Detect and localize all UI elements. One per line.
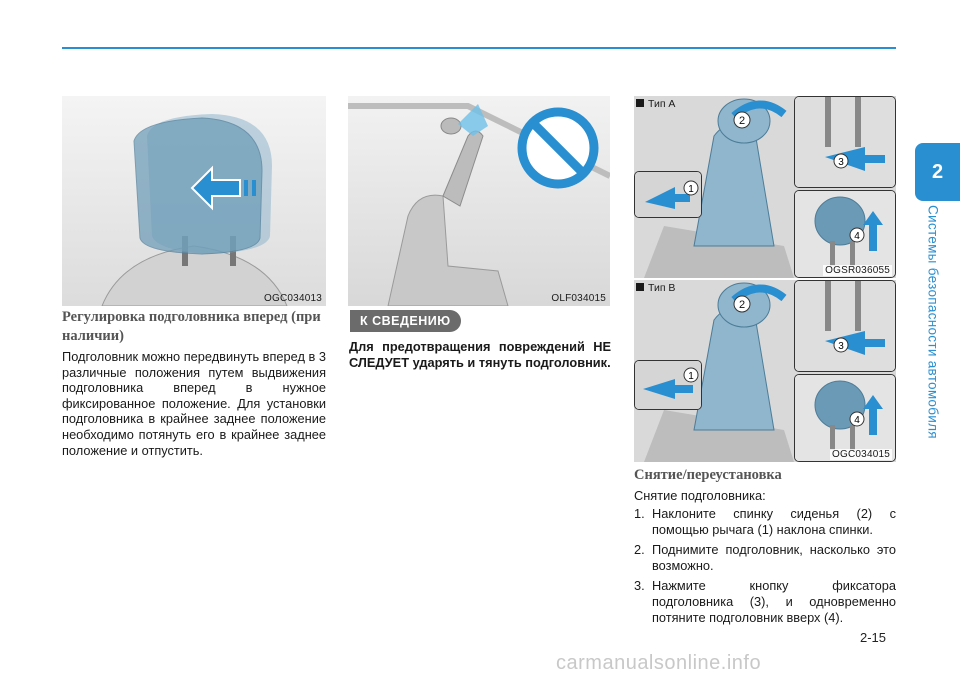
figure-headrest-forward (62, 96, 326, 306)
chapter-tab: 2 (915, 143, 960, 201)
header-rule (62, 47, 896, 49)
svg-text:1: 1 (688, 184, 694, 195)
section-title-removal: Снятие/переустановка (634, 467, 782, 483)
svg-text:4: 4 (854, 415, 860, 426)
section-body-forward: Подголовник можно передвинуть вперед в 3 различные положения путем выдвижения подголовника вперед в нужное фиксированное положение. Для установки подголовника в крайнее заднее положение необходимо потянуть его в крайнее заднее положение и отпустить. (62, 349, 326, 458)
page-number: 2-15 (860, 630, 887, 645)
figure-code: OGSR036055 (825, 265, 890, 276)
notice-text: Для предотвращения повреждений НЕ СЛЕДУЕТ ударять и тянуть подголовник. (349, 339, 611, 370)
bullet-square-icon (636, 99, 644, 107)
type-a-label-text: Тип A (648, 98, 676, 110)
type-b-label-text: Тип B (648, 282, 676, 294)
step-text: Поднимите подголовник, насколько это возможно. (652, 542, 896, 573)
figure-type-a (634, 96, 896, 278)
svg-text:3: 3 (838, 157, 844, 168)
watermark: carmanualsonline.info (556, 652, 762, 674)
list-item (634, 578, 896, 625)
figure-code: OGC034013 (264, 293, 322, 304)
removal-steps (634, 506, 896, 630)
bullet-square-icon (636, 283, 644, 291)
headrest-illustration (62, 96, 326, 306)
chapter-title (918, 205, 948, 475)
step-text: Нажмите кнопку фиксатора подголовника (3), и одновременно потяните подголовник вверх (4). (652, 578, 896, 625)
step-text: Наклоните спинку сиденья (2) с помощью рычага (1) наклона спинки. (652, 506, 896, 537)
type-a-label (636, 98, 675, 110)
removal-intro: Снятие подголовника: (634, 488, 766, 503)
callout-2: 2 (738, 115, 746, 127)
list-item (634, 542, 896, 573)
step-number: 2. (634, 542, 645, 558)
inset-lock-button-b (794, 280, 896, 372)
figure-type-b (634, 280, 896, 462)
inset-recline-lever-b (634, 360, 702, 410)
step-number: 1. (634, 506, 645, 521)
inset-recline-lever-a (634, 171, 702, 218)
chapter-title-text: Системы безопасности автомобиля (925, 205, 941, 439)
figure-code: OGC034015 (832, 449, 890, 460)
section-title-forward: Регулировка подголовника вперед (при наличии) (62, 309, 321, 344)
svg-text:3: 3 (838, 341, 844, 352)
figure-code: OLF034015 (551, 293, 606, 304)
callout-2: 2 (738, 299, 746, 311)
prohibited-icon (522, 112, 594, 184)
type-b-label (636, 282, 675, 294)
prohibited-illustration (348, 96, 610, 306)
inset-lock-button-a (794, 96, 896, 188)
figure-do-not-hit (348, 96, 610, 306)
list-item (634, 506, 896, 537)
notice-badge: К СВЕДЕНИЮ (350, 310, 461, 332)
svg-text:4: 4 (854, 231, 860, 242)
svg-text:1: 1 (688, 371, 694, 382)
step-number: 3. (634, 578, 645, 594)
